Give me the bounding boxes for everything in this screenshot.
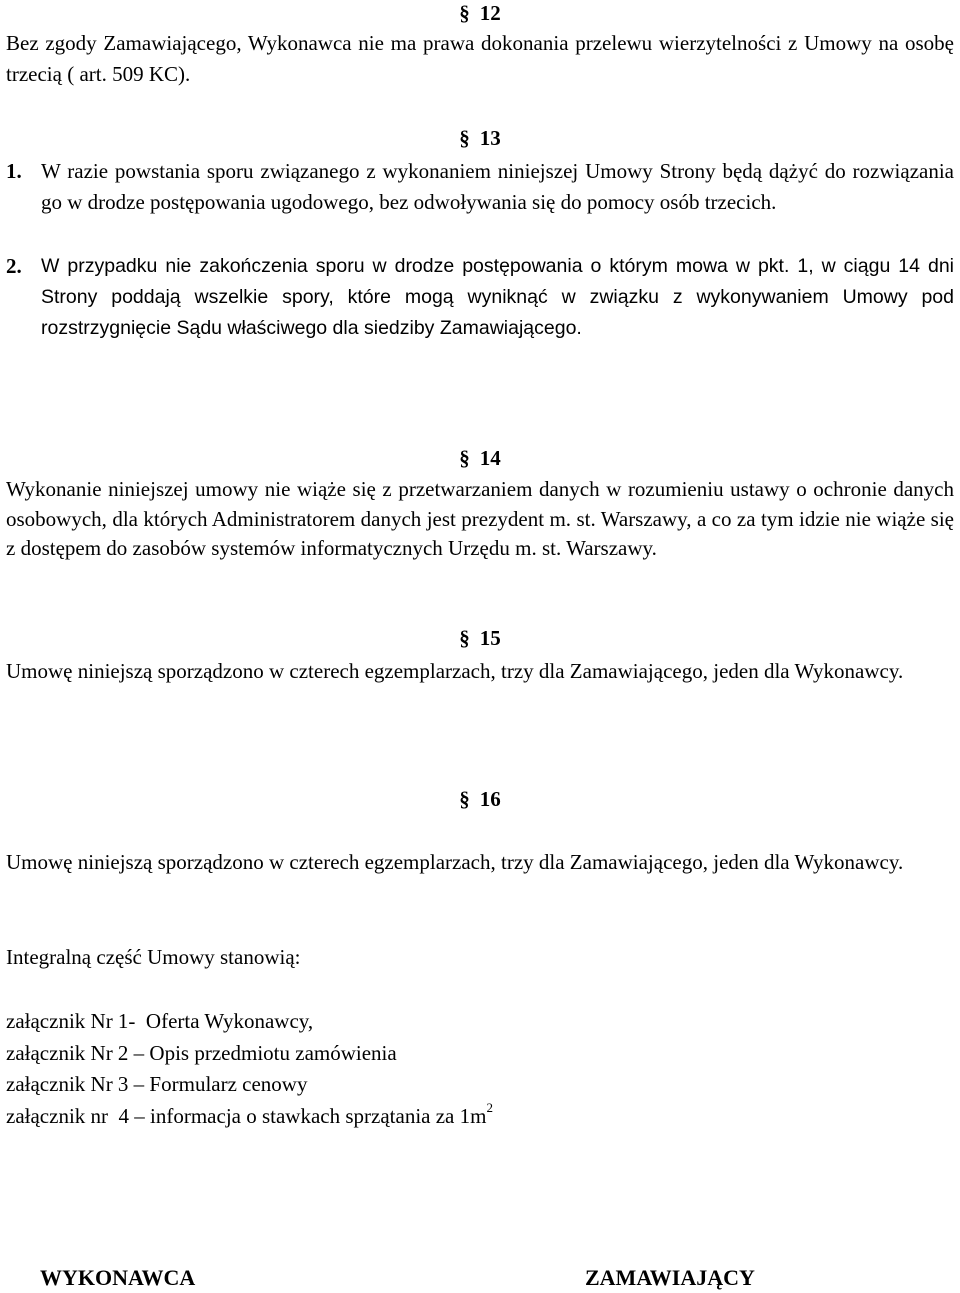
section-symbol: §: [459, 787, 470, 811]
list-item-text: W przypadku nie zakończenia sporu w drodze postępowania o którym mowa w pkt. 1, w ciągu 14 dni Strony poddają wszelkie spory, które mogą wyniknąć w związku z wykonywaniem Umowy pod rozstrzygnięcie Sądu właściwego dla siedziby Zamawiającego.: [41, 255, 954, 339]
signature-contractor: WYKONAWCA: [40, 1265, 196, 1290]
attachment-item: załącznik Nr 3 – Formularz cenowy: [6, 1072, 308, 1096]
list-item-text: W razie powstania sporu związanego z wykonaniem niniejszej Umowy Strony będą dążyć do rozwiązania go w drodze postępowania ugodowego, bez odwoływania się do pomocy osób trzecich.: [41, 159, 954, 214]
attachments-intro: Integralną część Umowy stanowią:: [6, 945, 301, 969]
attachment-item-last: [6, 1101, 954, 1132]
list-marker: 1.: [6, 159, 22, 183]
section-15-text: Umowę niniejszą sporządzono w czterech egzemplarzach, trzy dla Zamawiającego, jeden dla Wykonawcy.: [6, 659, 904, 683]
section-16-heading: [0, 786, 960, 812]
section-symbol: §: [459, 126, 470, 150]
section-12-text: Bez zgody Zamawiającego, Wykonawca nie ma prawa dokonania przelewu wierzytelności z Umowy na osobę trzecią ( art. 509 KC).: [6, 31, 954, 86]
section-number: 16: [479, 787, 501, 811]
section-15-heading: [0, 625, 960, 651]
section-13-item-2: [6, 251, 954, 344]
section-13-heading: [0, 125, 960, 151]
section-symbol: §: [459, 446, 470, 470]
section-number: 13: [479, 126, 501, 150]
section-number: 15: [479, 626, 501, 650]
section-symbol: §: [459, 626, 470, 650]
section-symbol: §: [459, 1, 470, 25]
attachment-item: załącznik Nr 1- Oferta Wykonawcy,: [6, 1009, 314, 1033]
section-16-text: Umowę niniejszą sporządzono w czterech egzemplarzach, trzy dla Zamawiającego, jeden dla Wykonawcy.: [6, 850, 904, 874]
section-14-heading: [0, 445, 960, 471]
section-number: 12: [479, 1, 501, 25]
attachment-item: załącznik Nr 2 – Opis przedmiotu zamówienia: [6, 1041, 397, 1065]
section-12-heading: [0, 0, 960, 26]
signature-client: ZAMAWIAJĄCY: [585, 1265, 755, 1290]
section-14-text: Wykonanie niniejszej umowy nie wiąże się z przetwarzaniem danych w rozumieniu ustawy o ochronie danych osobowych, dla których Administratorem danych jest prezydent m. st. Warszawy, a co za tym idzie nie wiąże się z dostępem do zasobów systemów informatycznych Urzędu m. st. Warszawy.: [6, 477, 954, 560]
list-marker: 2.: [6, 254, 22, 278]
superscript: 2: [486, 1100, 493, 1115]
section-number: 14: [479, 446, 501, 470]
attachment-item-text: załącznik nr 4 – informacja o stawkach sprzątania za 1m: [6, 1104, 487, 1128]
section-13-item-1: [6, 156, 954, 218]
